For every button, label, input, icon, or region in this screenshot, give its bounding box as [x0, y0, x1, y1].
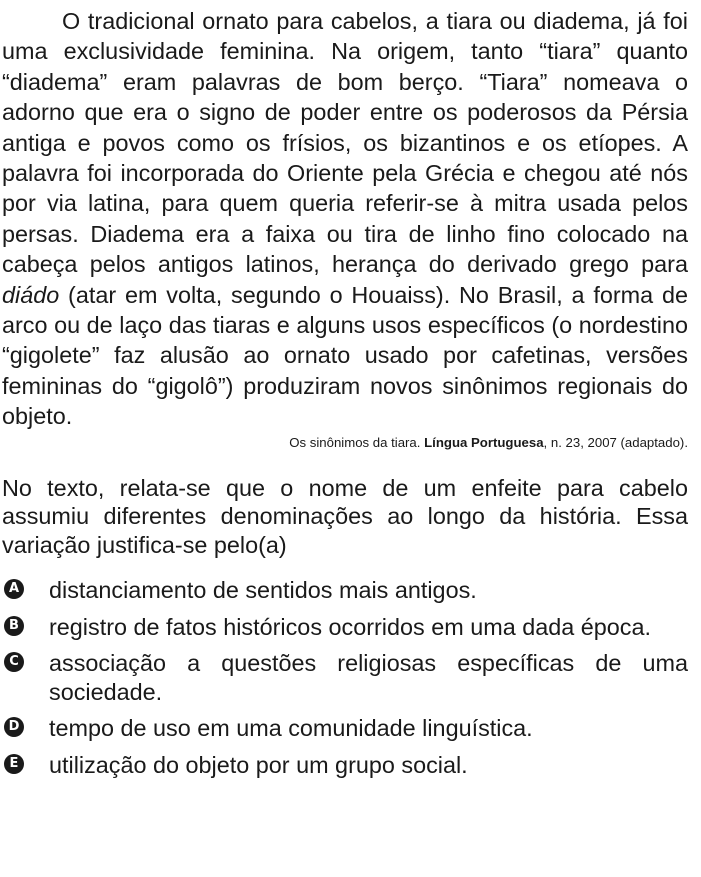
- passage-part-2: (atar em volta, segundo o Houaiss). No Brasil, a forma de arco ou de laço das tiaras e alguns usos específicos (o nordestino “gigolete” faz alusão ao ornato usado por cafetinas, versões femininas do “gigolô”) produziram novos sinônimos regionais do objeto.: [2, 281, 688, 430]
- option-letter-badge: B: [4, 616, 24, 636]
- passage-italic-word: diádo: [2, 281, 60, 308]
- option-letter-badge: D: [4, 717, 24, 737]
- citation-details: , n. 23, 2007 (adaptado).: [543, 434, 688, 450]
- option-text: utilização do objeto por um grupo social.: [49, 751, 468, 778]
- citation-source: Língua Portuguesa: [424, 434, 544, 450]
- option-letter-badge: C: [4, 652, 24, 672]
- option-b[interactable]: [2, 613, 688, 642]
- option-text: tempo de uso em uma comunidade linguística.: [49, 715, 533, 742]
- passage-part-1: O tradicional ornato para cabelos, a tiara ou diadema, já foi uma exclusividade feminina. Na origem, tanto “tiara” quanto “diadema” eram palavras de bom berço. “Tiara” nomeava o adorno que era o signo de poder entre os poderosos da Pérsia antiga e povos como os frísios, os bizantinos e os etíopes. A palavra foi incorporada do Oriente pela Grécia e chegou até nós por via latina, para quem queria referir-se à mitra usada pelos persas. Diadema era a faixa ou tira de linho fino colocado na cabeça pelos antigos latinos, herança do derivado grego para: [2, 8, 688, 278]
- option-letter-badge: A: [4, 579, 24, 599]
- option-c[interactable]: [2, 649, 688, 706]
- option-d[interactable]: [2, 714, 688, 743]
- answer-options: [2, 576, 688, 779]
- option-e[interactable]: [2, 751, 688, 780]
- document-page: [2, 6, 688, 787]
- option-a[interactable]: [2, 576, 688, 605]
- passage-text: [2, 6, 688, 432]
- citation-title: Os sinônimos da tiara.: [289, 434, 421, 450]
- option-text: registro de fatos históricos ocorridos em uma dada época.: [49, 613, 651, 640]
- option-text: distanciamento de sentidos mais antigos.: [49, 577, 477, 604]
- question-stem: No texto, relata-se que o nome de um enfeite para cabelo assumiu diferentes denominações ao longo da história. Essa variação justifica-se pelo(a): [2, 474, 688, 558]
- source-citation: [2, 434, 688, 452]
- option-text: associação a questões religiosas específicas de uma sociedade.: [49, 650, 688, 705]
- option-letter-badge: E: [4, 754, 24, 774]
